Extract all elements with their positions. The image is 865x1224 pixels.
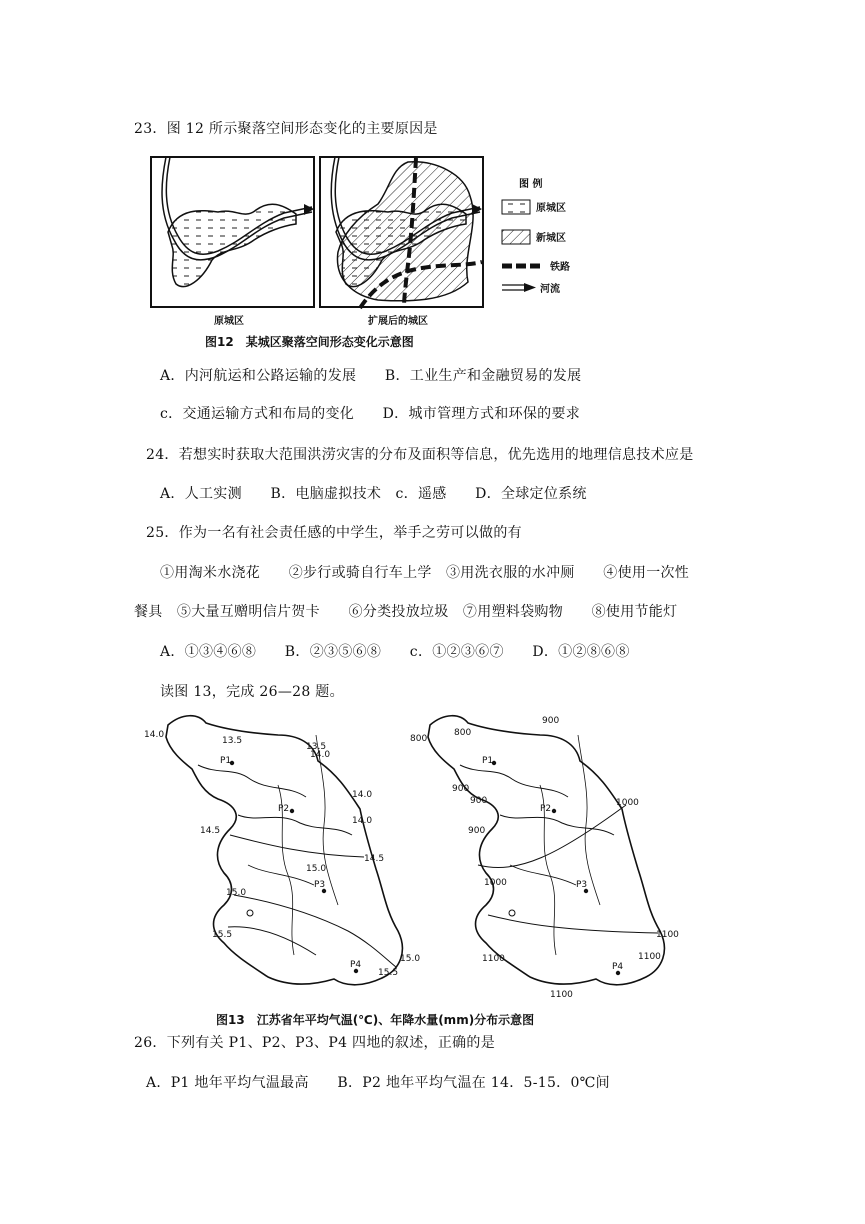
temp-label: 14.0 [144,730,165,740]
point-p3: P3 [576,880,588,890]
precip-label: 800 [410,734,428,744]
precip-label: 1100 [656,930,679,940]
precip-label: 1000 [484,878,507,888]
q25-items-line1: ①用淘米水浇花 ②步行或骑自行车上学 ③用洗衣服的水冲厕 ④使用一次性 [160,565,690,581]
legend-railway: 铁路 [550,262,570,273]
precip-label: 900 [468,826,486,836]
map-panel-expanded [320,157,483,308]
legend-river: 河流 [540,284,560,295]
figure-13-caption: 图13 江苏省年平均气温(℃)、年降水量(mm)分布示意图 [216,1013,535,1027]
point-p2: P2 [540,804,552,814]
point-p3: P3 [314,880,326,890]
precip-label: 1000 [616,798,639,808]
temp-label: 13.5 [306,742,327,752]
q25-options: A．①③④⑥⑧ B．②③⑤⑥⑧ c．①②③⑥⑦ D．①②⑧⑥⑧ [160,644,630,660]
point-p4: P4 [350,960,362,970]
temp-label: 14.5 [200,826,221,836]
temp-label: 13.5 [222,736,243,746]
figure-12-legend [502,177,570,295]
temp-label: 15.5 [378,968,399,978]
panel-label-expanded: 扩展后的城区 [368,316,428,327]
temp-label: 14.5 [364,854,385,864]
map-precipitation [410,716,679,1000]
precip-label: 800 [454,728,472,738]
panel-label-original: 原城区 [214,316,244,327]
q25-items-line2: 餐具 ⑤大量互赠明信片贺卡 ⑥分类投放垃圾 ⑦用塑料袋购物 ⑧使用节能灯 [134,604,678,620]
point-p1: P1 [482,756,494,766]
legend-old-city: 原城区 [536,203,566,214]
precip-label: 900 [452,784,470,794]
temp-label: 14.0 [352,816,373,826]
temp-label: 14.0 [352,790,373,800]
point-p4: P4 [612,962,624,972]
temp-label: 15.0 [226,888,247,898]
q26-stem: 26．下列有关 P1、P2、P3、P4 四地的叙述，正确的是 [134,1035,496,1051]
q26-options: A．P1 地年平均气温最高 B．P2 地年平均气温在 14．5-15．0℃间 [146,1075,610,1091]
precip-label: 1100 [550,990,573,1000]
temp-label: 15.0 [306,864,327,874]
temp-label: 15.5 [212,930,233,940]
q23-options-line2: c．交通运输方式和布局的变化 D．城市管理方式和环保的要求 [160,406,581,422]
temp-label: 15.0 [400,954,421,964]
precip-label: 900 [470,796,488,806]
q24-stem: 24．若想实时获取大范围洪涝灾害的分布及面积等信息，优先选用的地理信息技术应是 [146,447,694,463]
point-p1: P1 [220,756,232,766]
q23-options-line1: A．内河航运和公路运输的发展 B．工业生产和金融贸易的发展 [160,368,582,384]
figure-12 [146,152,596,354]
read-prompt: 读图 13，完成 26—28 题。 [160,684,344,700]
figure-12-caption: 图12 某城区聚落空间形态变化示意图 [205,335,414,349]
q25-stem: 25．作为一名有社会责任感的中学生，举手之劳可以做的有 [146,525,522,541]
point-p2: P2 [278,804,290,814]
temp-label: 14.0 [310,750,331,760]
legend-new-city: 新城区 [536,233,566,244]
map-temperature [144,716,420,985]
precip-label: 1100 [482,954,505,964]
q23-stem: 23．图 12 所示聚落空间形态变化的主要原因是 [134,121,438,137]
q24-options: A．人工实测 B．电脑虚拟技术 c．遥感 D．全球定位系统 [160,486,587,502]
map-panel-original [151,157,314,307]
legend-title: 图 例 [519,179,543,190]
precip-label: 1100 [638,952,661,962]
precip-label: 900 [542,716,560,726]
figure-13 [138,705,698,1007]
